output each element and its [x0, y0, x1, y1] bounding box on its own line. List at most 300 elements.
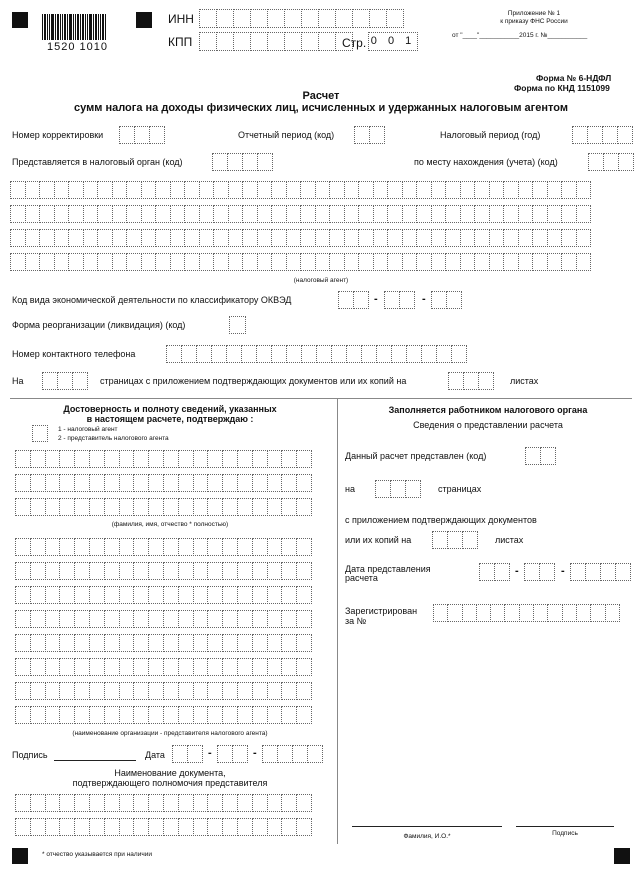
char-cell[interactable]	[148, 658, 164, 676]
char-cell[interactable]	[59, 474, 75, 492]
char-cell[interactable]	[148, 474, 164, 492]
char-cell[interactable]	[119, 610, 135, 628]
char-cell[interactable]	[445, 205, 461, 223]
char-cell[interactable]	[222, 610, 238, 628]
char-cell[interactable]	[232, 745, 248, 763]
char-cell[interactable]	[45, 538, 61, 556]
char-cell[interactable]	[45, 562, 61, 580]
char-cell[interactable]	[97, 229, 113, 247]
char-cell[interactable]	[431, 253, 447, 271]
char-cell[interactable]	[74, 634, 90, 652]
char-cell[interactable]	[178, 634, 194, 652]
char-cell[interactable]	[30, 538, 46, 556]
char-cell[interactable]	[237, 794, 253, 812]
char-cell[interactable]	[431, 181, 447, 199]
char-cell[interactable]	[286, 253, 302, 271]
char-cell[interactable]	[296, 794, 312, 812]
char-cell[interactable]	[68, 205, 84, 223]
char-cell[interactable]	[112, 229, 128, 247]
char-cell[interactable]	[199, 181, 215, 199]
char-cell[interactable]	[267, 794, 283, 812]
char-cell[interactable]	[618, 153, 634, 171]
char-cell[interactable]	[503, 205, 519, 223]
char-cell[interactable]	[178, 586, 194, 604]
char-cell[interactable]	[296, 450, 312, 468]
char-cell[interactable]	[358, 229, 374, 247]
char-cell[interactable]	[193, 586, 209, 604]
char-cell[interactable]	[416, 181, 432, 199]
char-cell[interactable]	[533, 604, 548, 622]
char-cell[interactable]	[387, 229, 403, 247]
char-cell[interactable]	[267, 682, 283, 700]
char-cell[interactable]	[402, 229, 418, 247]
char-cell[interactable]	[445, 253, 461, 271]
char-cell[interactable]	[222, 634, 238, 652]
char-cell[interactable]	[576, 181, 592, 199]
char-cell[interactable]	[54, 181, 70, 199]
char-cell[interactable]	[89, 658, 105, 676]
char-cell[interactable]	[207, 538, 223, 556]
char-cell[interactable]	[252, 658, 268, 676]
pages-field[interactable]	[42, 372, 88, 390]
submitted-code-field[interactable]	[525, 447, 556, 465]
char-cell[interactable]	[193, 474, 209, 492]
char-cell[interactable]	[222, 586, 238, 604]
char-cell[interactable]	[39, 181, 55, 199]
page-number-field[interactable]	[368, 32, 418, 51]
char-cell[interactable]	[207, 794, 223, 812]
char-cell[interactable]	[369, 9, 387, 28]
right-sign-line[interactable]	[516, 826, 614, 827]
char-cell[interactable]	[447, 531, 463, 549]
char-cell[interactable]	[228, 253, 244, 271]
char-cell[interactable]	[74, 818, 90, 836]
char-cell[interactable]	[267, 658, 283, 676]
org-row-3[interactable]	[15, 586, 312, 604]
agent-name-row-1[interactable]	[10, 181, 591, 199]
char-cell[interactable]	[358, 181, 374, 199]
char-cell[interactable]	[119, 498, 135, 516]
char-cell[interactable]	[296, 682, 312, 700]
char-cell[interactable]	[74, 538, 90, 556]
char-cell[interactable]	[519, 604, 534, 622]
char-cell[interactable]	[163, 538, 179, 556]
char-cell[interactable]	[267, 634, 283, 652]
char-cell[interactable]	[361, 345, 377, 363]
char-cell[interactable]	[15, 634, 31, 652]
okved-field-3[interactable]	[431, 291, 462, 309]
char-cell[interactable]	[315, 229, 331, 247]
char-cell[interactable]	[252, 562, 268, 580]
char-cell[interactable]	[134, 126, 150, 144]
char-cell[interactable]	[331, 345, 347, 363]
char-cell[interactable]	[222, 450, 238, 468]
char-cell[interactable]	[207, 818, 223, 836]
char-cell[interactable]	[257, 229, 273, 247]
char-cell[interactable]	[59, 450, 75, 468]
char-cell[interactable]	[97, 181, 113, 199]
char-cell[interactable]	[74, 794, 90, 812]
char-cell[interactable]	[271, 229, 287, 247]
char-cell[interactable]	[227, 153, 243, 171]
char-cell[interactable]	[605, 604, 620, 622]
org-row-6[interactable]	[15, 658, 312, 676]
char-cell[interactable]	[292, 745, 308, 763]
char-cell[interactable]	[252, 682, 268, 700]
char-cell[interactable]	[233, 9, 251, 28]
char-cell[interactable]	[133, 634, 149, 652]
agent-name-row-2[interactable]	[10, 205, 591, 223]
char-cell[interactable]	[228, 205, 244, 223]
signature-line[interactable]	[54, 760, 136, 761]
char-cell[interactable]	[30, 634, 46, 652]
char-cell[interactable]	[267, 586, 283, 604]
char-cell[interactable]	[490, 604, 505, 622]
char-cell[interactable]	[354, 126, 370, 144]
char-cell[interactable]	[242, 229, 258, 247]
char-cell[interactable]	[45, 586, 61, 604]
char-cell[interactable]	[284, 32, 302, 51]
char-cell[interactable]	[532, 253, 548, 271]
right-pages-field[interactable]	[375, 480, 421, 498]
char-cell[interactable]	[547, 229, 563, 247]
char-cell[interactable]	[402, 253, 418, 271]
char-cell[interactable]	[547, 253, 563, 271]
char-cell[interactable]	[489, 181, 505, 199]
char-cell[interactable]	[39, 253, 55, 271]
char-cell[interactable]	[222, 658, 238, 676]
char-cell[interactable]	[193, 634, 209, 652]
char-cell[interactable]	[30, 498, 46, 516]
char-cell[interactable]	[45, 610, 61, 628]
char-cell[interactable]	[148, 538, 164, 556]
char-cell[interactable]	[155, 205, 171, 223]
char-cell[interactable]	[133, 706, 149, 724]
char-cell[interactable]	[59, 538, 75, 556]
char-cell[interactable]	[525, 447, 541, 465]
char-cell[interactable]	[119, 586, 135, 604]
right-date-year[interactable]	[570, 563, 631, 581]
org-row-1[interactable]	[15, 538, 312, 556]
char-cell[interactable]	[104, 706, 120, 724]
char-cell[interactable]	[207, 586, 223, 604]
char-cell[interactable]	[89, 562, 105, 580]
char-cell[interactable]	[59, 818, 75, 836]
char-cell[interactable]	[226, 345, 242, 363]
char-cell[interactable]	[45, 794, 61, 812]
char-cell[interactable]	[416, 253, 432, 271]
char-cell[interactable]	[193, 562, 209, 580]
char-cell[interactable]	[163, 794, 179, 812]
char-cell[interactable]	[199, 229, 215, 247]
char-cell[interactable]	[602, 126, 618, 144]
char-cell[interactable]	[402, 181, 418, 199]
tax-period-field[interactable]	[572, 126, 633, 144]
char-cell[interactable]	[346, 345, 362, 363]
char-cell[interactable]	[532, 229, 548, 247]
char-cell[interactable]	[211, 345, 227, 363]
char-cell[interactable]	[10, 229, 26, 247]
char-cell[interactable]	[216, 32, 234, 51]
inn-field[interactable]	[199, 9, 404, 28]
char-cell[interactable]	[540, 447, 556, 465]
char-cell[interactable]	[318, 32, 336, 51]
char-cell[interactable]	[267, 450, 283, 468]
char-cell[interactable]	[460, 229, 476, 247]
char-cell[interactable]	[271, 253, 287, 271]
char-cell[interactable]	[184, 253, 200, 271]
char-cell[interactable]	[433, 604, 448, 622]
char-cell[interactable]	[207, 562, 223, 580]
char-cell[interactable]	[387, 181, 403, 199]
char-cell[interactable]	[222, 474, 238, 492]
char-cell[interactable]	[68, 253, 84, 271]
char-cell[interactable]	[222, 498, 238, 516]
fio-row-3[interactable]	[15, 498, 312, 516]
char-cell[interactable]	[199, 9, 217, 28]
char-cell[interactable]	[222, 818, 238, 836]
char-cell[interactable]	[315, 205, 331, 223]
char-cell[interactable]	[207, 474, 223, 492]
char-cell[interactable]	[178, 474, 194, 492]
char-cell[interactable]	[391, 345, 407, 363]
char-cell[interactable]	[281, 818, 297, 836]
registration-number-field[interactable]	[433, 604, 620, 622]
char-cell[interactable]	[296, 818, 312, 836]
char-cell[interactable]	[133, 658, 149, 676]
char-cell[interactable]	[74, 586, 90, 604]
char-cell[interactable]	[256, 345, 272, 363]
char-cell[interactable]	[615, 563, 631, 581]
char-cell[interactable]	[74, 682, 90, 700]
char-cell[interactable]	[104, 538, 120, 556]
char-cell[interactable]	[252, 498, 268, 516]
char-cell[interactable]	[576, 604, 591, 622]
char-cell[interactable]	[213, 181, 229, 199]
char-cell[interactable]	[307, 745, 323, 763]
char-cell[interactable]	[74, 474, 90, 492]
char-cell[interactable]	[252, 794, 268, 812]
char-cell[interactable]	[15, 586, 31, 604]
char-cell[interactable]	[570, 563, 586, 581]
char-cell[interactable]	[267, 498, 283, 516]
char-cell[interactable]	[148, 562, 164, 580]
char-cell[interactable]	[421, 345, 437, 363]
char-cell[interactable]	[217, 745, 233, 763]
char-cell[interactable]	[141, 229, 157, 247]
char-cell[interactable]	[489, 205, 505, 223]
char-cell[interactable]	[222, 538, 238, 556]
char-cell[interactable]	[296, 498, 312, 516]
char-cell[interactable]	[178, 818, 194, 836]
char-cell[interactable]	[242, 253, 258, 271]
char-cell[interactable]	[104, 498, 120, 516]
char-cell[interactable]	[267, 818, 283, 836]
char-cell[interactable]	[600, 563, 616, 581]
char-cell[interactable]	[59, 586, 75, 604]
char-cell[interactable]	[184, 205, 200, 223]
char-cell[interactable]	[489, 253, 505, 271]
confirm-type-field[interactable]	[32, 425, 48, 442]
char-cell[interactable]	[57, 372, 73, 390]
char-cell[interactable]	[89, 682, 105, 700]
char-cell[interactable]	[119, 794, 135, 812]
char-cell[interactable]	[104, 450, 120, 468]
char-cell[interactable]	[193, 818, 209, 836]
char-cell[interactable]	[15, 706, 31, 724]
char-cell[interactable]	[352, 9, 370, 28]
char-cell[interactable]	[54, 253, 70, 271]
char-cell[interactable]	[463, 372, 479, 390]
char-cell[interactable]	[399, 291, 415, 309]
char-cell[interactable]	[15, 682, 31, 700]
char-cell[interactable]	[25, 229, 41, 247]
char-cell[interactable]	[518, 205, 534, 223]
char-cell[interactable]	[252, 450, 268, 468]
char-cell[interactable]	[178, 682, 194, 700]
char-cell[interactable]	[104, 474, 120, 492]
char-cell[interactable]	[561, 229, 577, 247]
char-cell[interactable]	[89, 610, 105, 628]
char-cell[interactable]	[178, 610, 194, 628]
char-cell[interactable]	[83, 181, 99, 199]
char-cell[interactable]	[267, 706, 283, 724]
agent-name-row-3[interactable]	[10, 229, 591, 247]
char-cell[interactable]	[445, 181, 461, 199]
char-cell[interactable]	[617, 126, 633, 144]
char-cell[interactable]	[133, 818, 149, 836]
char-cell[interactable]	[222, 706, 238, 724]
char-cell[interactable]	[163, 586, 179, 604]
char-cell[interactable]	[155, 253, 171, 271]
char-cell[interactable]	[446, 291, 462, 309]
char-cell[interactable]	[30, 706, 46, 724]
char-cell[interactable]	[72, 372, 88, 390]
char-cell[interactable]	[271, 181, 287, 199]
char-cell[interactable]	[448, 372, 464, 390]
char-cell[interactable]	[344, 229, 360, 247]
char-cell[interactable]	[431, 229, 447, 247]
char-cell[interactable]	[532, 205, 548, 223]
char-cell[interactable]	[207, 498, 223, 516]
char-cell[interactable]	[474, 181, 490, 199]
char-cell[interactable]	[547, 604, 562, 622]
char-cell[interactable]	[252, 706, 268, 724]
char-cell[interactable]	[104, 794, 120, 812]
char-cell[interactable]	[112, 253, 128, 271]
char-cell[interactable]	[451, 345, 467, 363]
agent-name-row-4[interactable]	[10, 253, 591, 271]
char-cell[interactable]	[133, 586, 149, 604]
char-cell[interactable]	[373, 205, 389, 223]
char-cell[interactable]	[178, 706, 194, 724]
char-cell[interactable]	[281, 538, 297, 556]
char-cell[interactable]	[42, 372, 58, 390]
char-cell[interactable]	[163, 474, 179, 492]
char-cell[interactable]	[30, 586, 46, 604]
char-cell[interactable]	[281, 658, 297, 676]
char-cell[interactable]	[30, 682, 46, 700]
char-cell[interactable]	[59, 610, 75, 628]
char-cell[interactable]	[89, 450, 105, 468]
char-cell[interactable]	[178, 498, 194, 516]
char-cell[interactable]	[300, 181, 316, 199]
char-cell[interactable]	[237, 474, 253, 492]
char-cell[interactable]	[257, 153, 273, 171]
char-cell[interactable]	[178, 450, 194, 468]
doc-row-2[interactable]	[15, 818, 312, 836]
char-cell[interactable]	[207, 610, 223, 628]
char-cell[interactable]	[133, 538, 149, 556]
char-cell[interactable]	[54, 205, 70, 223]
char-cell[interactable]	[126, 229, 142, 247]
char-cell[interactable]	[216, 9, 234, 28]
char-cell[interactable]	[207, 634, 223, 652]
char-cell[interactable]	[213, 205, 229, 223]
char-cell[interactable]	[193, 538, 209, 556]
char-cell[interactable]	[228, 181, 244, 199]
char-cell[interactable]	[373, 181, 389, 199]
char-cell[interactable]	[318, 9, 336, 28]
right-sheets-field[interactable]	[432, 531, 478, 549]
char-cell[interactable]	[30, 562, 46, 580]
char-cell[interactable]	[373, 253, 389, 271]
char-cell[interactable]	[518, 229, 534, 247]
char-cell[interactable]	[476, 604, 491, 622]
char-cell[interactable]	[45, 474, 61, 492]
right-date-month[interactable]	[524, 563, 555, 581]
char-cell[interactable]	[126, 253, 142, 271]
char-cell[interactable]	[479, 563, 495, 581]
char-cell[interactable]	[59, 562, 75, 580]
char-cell[interactable]	[329, 253, 345, 271]
char-cell[interactable]	[59, 634, 75, 652]
char-cell[interactable]	[193, 610, 209, 628]
char-cell[interactable]	[532, 181, 548, 199]
char-cell[interactable]	[547, 205, 563, 223]
char-cell[interactable]	[390, 480, 406, 498]
char-cell[interactable]	[462, 531, 478, 549]
char-cell[interactable]	[193, 658, 209, 676]
char-cell[interactable]	[281, 474, 297, 492]
char-cell[interactable]	[178, 658, 194, 676]
char-cell[interactable]	[119, 450, 135, 468]
char-cell[interactable]	[30, 450, 46, 468]
char-cell[interactable]	[402, 205, 418, 223]
char-cell[interactable]	[242, 181, 258, 199]
char-cell[interactable]	[112, 205, 128, 223]
char-cell[interactable]	[576, 229, 592, 247]
char-cell[interactable]	[329, 181, 345, 199]
char-cell[interactable]	[387, 205, 403, 223]
fio-row-2[interactable]	[15, 474, 312, 492]
char-cell[interactable]	[432, 531, 448, 549]
char-cell[interactable]	[133, 498, 149, 516]
char-cell[interactable]	[193, 794, 209, 812]
char-cell[interactable]	[148, 794, 164, 812]
char-cell[interactable]	[416, 229, 432, 247]
char-cell[interactable]	[163, 818, 179, 836]
char-cell[interactable]	[30, 818, 46, 836]
char-cell[interactable]	[300, 205, 316, 223]
char-cell[interactable]	[252, 610, 268, 628]
kpp-field[interactable]	[199, 32, 353, 51]
char-cell[interactable]	[207, 658, 223, 676]
char-cell[interactable]	[237, 498, 253, 516]
char-cell[interactable]	[97, 253, 113, 271]
char-cell[interactable]	[518, 253, 534, 271]
char-cell[interactable]	[267, 562, 283, 580]
